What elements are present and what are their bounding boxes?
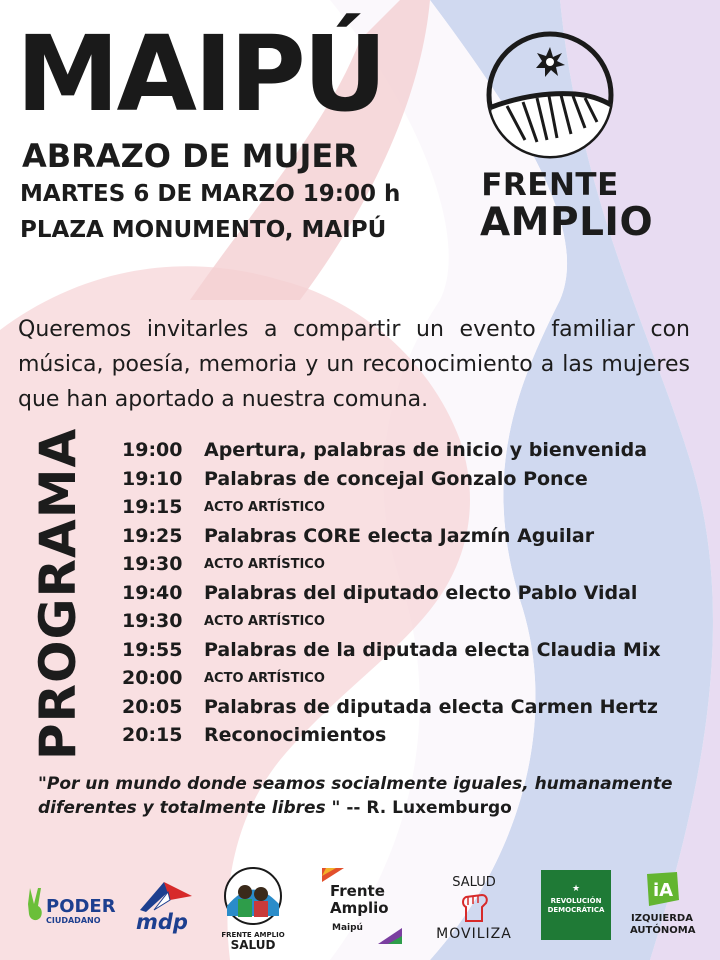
fa-maipu-line1: Frente: [330, 882, 385, 900]
schedule-event: Reconocimientos: [204, 724, 387, 747]
svg-text:iA: iA: [653, 880, 674, 901]
schedule-row: [122, 693, 692, 722]
schedule-row: [122, 550, 692, 579]
event-place: PLAZA MONUMENTO, MAIPÚ: [20, 217, 387, 243]
schedule-time: 20:00: [122, 667, 183, 690]
quote-author: -- R. Luxemburgo: [340, 798, 512, 818]
salud-moviliza-logo: [430, 876, 518, 941]
rd-line1: REVOLUCIÓN: [550, 897, 602, 905]
schedule-time: 20:05: [122, 695, 183, 718]
mdp-logo: [134, 880, 194, 934]
schedule-event: ACTO ARTÍSTICO: [204, 613, 325, 629]
schedule-row: [122, 721, 692, 750]
rd-star-icon: ★: [571, 884, 581, 894]
frente-amplio-logo: [480, 30, 654, 245]
frente-amplio-name-line1: FRENTE: [481, 167, 619, 203]
schedule-row: [122, 522, 692, 551]
schedule-event: ACTO ARTÍSTICO: [204, 670, 325, 686]
schedule-event: ACTO ARTÍSTICO: [204, 499, 325, 515]
mountain-star-emblem-icon: [485, 30, 615, 160]
fa-salud-logo: [220, 866, 286, 951]
fa-maipu-line2: Amplio: [330, 899, 389, 917]
program-schedule: [122, 436, 692, 750]
schedule-row: [122, 436, 692, 465]
sponsor-logos: [0, 862, 720, 952]
fa-salud-line2: SALUD: [230, 938, 276, 952]
event-subtitle: ABRAZO DE MUJER: [22, 137, 358, 175]
schedule-row: [122, 493, 692, 522]
ia-emblem-icon: [641, 870, 683, 908]
salud-moviliza-line1: SALUD: [452, 875, 496, 890]
program-heading: PROGRAMA: [29, 427, 87, 761]
fa-maipu-line3: Maipú: [332, 923, 363, 933]
schedule-time: 19:30: [122, 610, 183, 633]
schedule-event: Palabras CORE electa Jazmín Aguilar: [204, 524, 595, 547]
schedule-time: 20:15: [122, 724, 183, 747]
quote: [38, 772, 698, 820]
schedule-time: 19:15: [122, 496, 183, 519]
frente-amplio-name-line2: AMPLIO: [480, 200, 654, 245]
ia-line2: AUTÓNOMA: [630, 925, 696, 936]
fa-maipu-logo: [322, 868, 402, 944]
fa-salud-emblem-icon: [223, 866, 283, 926]
raised-fist-icon: [454, 889, 494, 923]
schedule-row: [122, 664, 692, 693]
izquierda-autonoma-logo: [630, 870, 694, 936]
schedule-time: 19:00: [122, 439, 183, 462]
schedule-time: 19:10: [122, 467, 183, 490]
revolucion-democratica-logo: [541, 870, 611, 940]
mdp-name: mdp: [136, 910, 188, 934]
salud-moviliza-line2: MOVILIZA: [436, 926, 512, 942]
schedule-row: [122, 579, 692, 608]
schedule-time: 19:30: [122, 553, 183, 576]
quote-text: "Por un mundo donde seamos socialmente iguales, humanamente diferentes y totalmente libres ": [38, 774, 673, 818]
schedule-time: 19:55: [122, 638, 183, 661]
schedule-event: Apertura, palabras de inicio y bienvenida: [204, 439, 648, 462]
program-heading-wrap: [20, 427, 96, 761]
rd-line2: DEMOCRÁTICA: [547, 906, 605, 914]
fa-salud-line1: FRENTE AMPLIO: [221, 931, 285, 939]
schedule-row: [122, 465, 692, 494]
poder-line2: CIUDADANO: [46, 916, 101, 925]
ia-line1: IZQUIERDA: [631, 913, 693, 924]
schedule-row: [122, 607, 692, 636]
schedule-time: 19:25: [122, 524, 183, 547]
event-date: MARTES 6 DE MARZO 19:00 h: [20, 181, 401, 207]
intro-paragraph: Queremos invitarles a compartir un evento familiar con música, poesía, memoria y un reconocimiento a las mujeres que han aportado a nuestra comuna.: [18, 317, 690, 412]
poder-line1: PODER: [46, 896, 116, 917]
schedule-time: 19:40: [122, 581, 183, 604]
schedule-event: Palabras de la diputada electa Claudia Mix: [204, 638, 661, 661]
schedule-event: Palabras de concejal Gonzalo Ponce: [204, 467, 588, 490]
schedule-event: Palabras del diputado electo Pablo Vidal: [204, 581, 638, 604]
hand-peace-icon: [26, 886, 46, 922]
schedule-event: ACTO ARTÍSTICO: [204, 556, 325, 572]
event-title: MAIPÚ: [16, 13, 385, 135]
schedule-row: [122, 636, 692, 665]
schedule-event: Palabras de diputada electa Carmen Hertz: [204, 695, 658, 718]
mdp-flag-icon: [134, 880, 194, 914]
